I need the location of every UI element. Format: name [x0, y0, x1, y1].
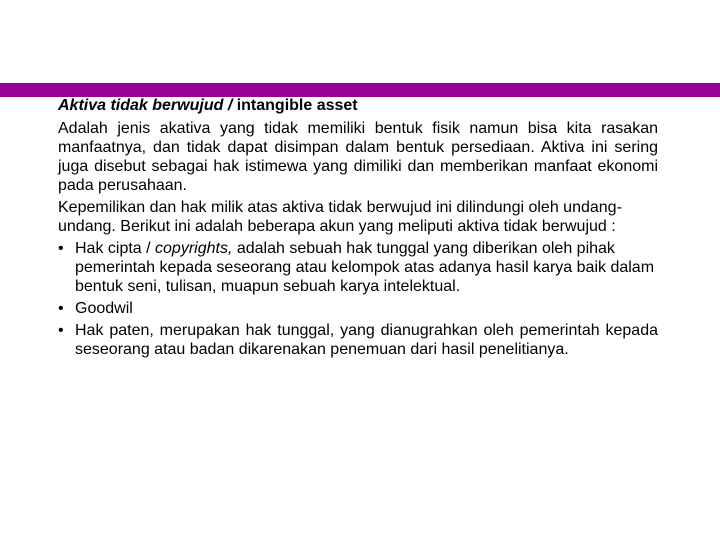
- slide-heading: [58, 96, 658, 115]
- heading-regular-part: intangible asset: [232, 97, 358, 114]
- asset-list: [58, 239, 658, 359]
- list-item-patent: [58, 321, 658, 359]
- heading-italic-part: Aktiva tidak berwujud /: [58, 97, 233, 114]
- copyright-description: adalah sebuah hak tunggal yang diberikan oleh pihak pemerintah kepada seseorang atau kelompok atas adanya hasil karya baik dalam bentuk seni, tulisan, muapun sebuah karya intelektual.: [75, 240, 655, 295]
- patent-description: Hak paten, merupakan hak tunggal, yang dianugrahkan oleh pemerintah kepada seseorang atau badan dikarenakan penemuan dari hasil penelitianya.: [75, 322, 658, 358]
- definition-paragraph: Adalah jenis akativa yang tidak memiliki bentuk fisik namun bisa kita rasakan manfaatnya, dan tidak dapat disimpan dalam bentuk persediaan. Aktiva ini sering juga disebut sebagai hak istimewa yang dimiliki dan memberikan manfaat ekonomi pada perusahaan.: [58, 120, 658, 194]
- list-item-copyright: [58, 239, 658, 296]
- copyright-term: copyrights,: [155, 240, 233, 257]
- goodwill-label: Goodwil: [75, 300, 133, 317]
- copyright-lead: Hak cipta /: [75, 240, 156, 257]
- accent-bar: [0, 83, 720, 97]
- bullet-icon: •: [58, 240, 64, 257]
- ownership-paragraph: Kepemilikan dan hak milik atas aktiva tidak berwujud ini dilindungi oleh undang-undang. Berikut ini adalah beberapa akun yang meliputi aktiva tidak berwujud :: [58, 199, 622, 235]
- bullet-icon: •: [58, 300, 64, 317]
- bullet-icon: •: [58, 322, 64, 339]
- slide-content: [58, 96, 658, 362]
- list-item-goodwill: [58, 299, 658, 318]
